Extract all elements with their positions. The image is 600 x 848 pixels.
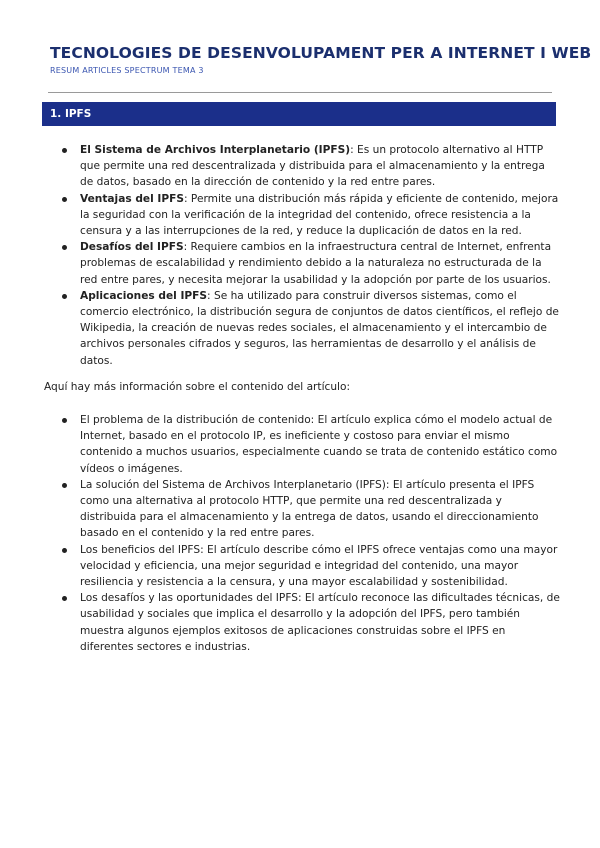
- list-item: [80, 142, 560, 191]
- bullet-icon: [62, 148, 67, 153]
- bullet-term: Aplicaciones del IPFS: [80, 289, 208, 302]
- bullet-icon: [62, 548, 67, 553]
- list-item: [80, 590, 560, 655]
- bullet-icon: [62, 418, 67, 423]
- list-item: [80, 412, 560, 477]
- bullet-term: El Sistema de Archivos Interplanetario (IPFS): [80, 144, 351, 156]
- detail-text: El problema de la distribución de contenido: El artículo explica cómo el modelo actual de Internet, basado en el protocolo IP, es ineficiente y costoso para enviar el mismo contenido a muchos usuarios, especialmente cuando se trata de contenido estático como vídeos o imágenes.: [80, 414, 558, 475]
- bullet-icon: [62, 197, 67, 202]
- bullet-text: : Se ha utilizado para construir diversos sistemas, como el comercio electrónico, la distribución segura de conjuntos de datos científicos, el reflejo de Wikipedia, la creación de nuevas redes sociales, el almacenamiento y el intercambio de archivos personales cifrados y seguros, las herramientas de desarrollo y el análisis de datos.: [80, 289, 559, 367]
- bullet-text: : Es un protocolo alternativo al HTTP que permite una red descentralizada y distribuida para el almacenamiento y la entrega de datos, basado en la dirección de contenido y la red entre pares.: [80, 144, 545, 189]
- header-divider: [48, 92, 552, 93]
- bullet-text: : Requiere cambios en la infraestructura central de Internet, enfrenta problemas de escalabilidad y rendimiento debido a la naturaleza no estructurada de la red entre pares, y necesita mejorar la usabilidad y la adopción por parte de los usuarios.: [80, 241, 552, 286]
- bullet-icon: [62, 483, 67, 488]
- bullet-term: Desafíos del IPFS: [80, 241, 184, 254]
- detail-text: La solución del Sistema de Archivos Interplanetario (IPFS): El artículo presenta el IPFS como una alternativa al protocolo HTTP, que permite una red descentralizada y distribuida para el almacenamiento y la entrega de datos, usando el direccionamiento basado en el contenido y la red entre pares.: [80, 478, 539, 540]
- list-item: [80, 542, 560, 591]
- detail-text: Los beneficios del IPFS: El artículo describe cómo el IPFS ofrece ventajas como una mayor velocidad y eficiencia, una mejor seguridad e integridad del contenido, una mayor resiliencia y resistencia a la censura, y una mayor escalabilidad y sostenibilidad.: [80, 543, 558, 589]
- bullet-icon: [62, 294, 67, 299]
- list-item: [80, 477, 560, 542]
- section-heading: 1. IPFS: [42, 102, 556, 126]
- bullet-term: Ventajas del IPFS: [80, 192, 184, 205]
- list-item: [80, 239, 560, 288]
- bullet-text: : Permite una distribución más rápida y eficiente de contenido, mejora la seguridad con la verificación de la integridad del contenido, ofrece resistencia a la censura y a las interrupciones de la red, y reduce la duplicación de datos en la red.: [80, 192, 559, 238]
- bullet-icon: [62, 596, 67, 601]
- document-subtitle: RESUM ARTICLES SPECTRUM TEMA 3: [50, 66, 204, 75]
- detail-text: Los desafíos y las oportunidades del IPFS: El artículo reconoce las dificultades técnicas, de usabilidad y sociales que implica el desarrollo y la adopción del IPFS, pero también muestra algunos ejemplos exitosos de aplicaciones construidas sobre el IPFS en diferentes sectores e industrias.: [80, 592, 560, 653]
- intro-paragraph: Aquí hay más información sobre el contenido del artículo:: [44, 381, 351, 393]
- list-item: [80, 191, 560, 240]
- details-list: [80, 412, 560, 655]
- summary-list: [80, 142, 560, 369]
- list-item: [80, 288, 560, 369]
- bullet-icon: [62, 245, 67, 250]
- document-title: TECNOLOGIES DE DESENVOLUPAMENT PER A INTERNET I WEB: [50, 44, 592, 62]
